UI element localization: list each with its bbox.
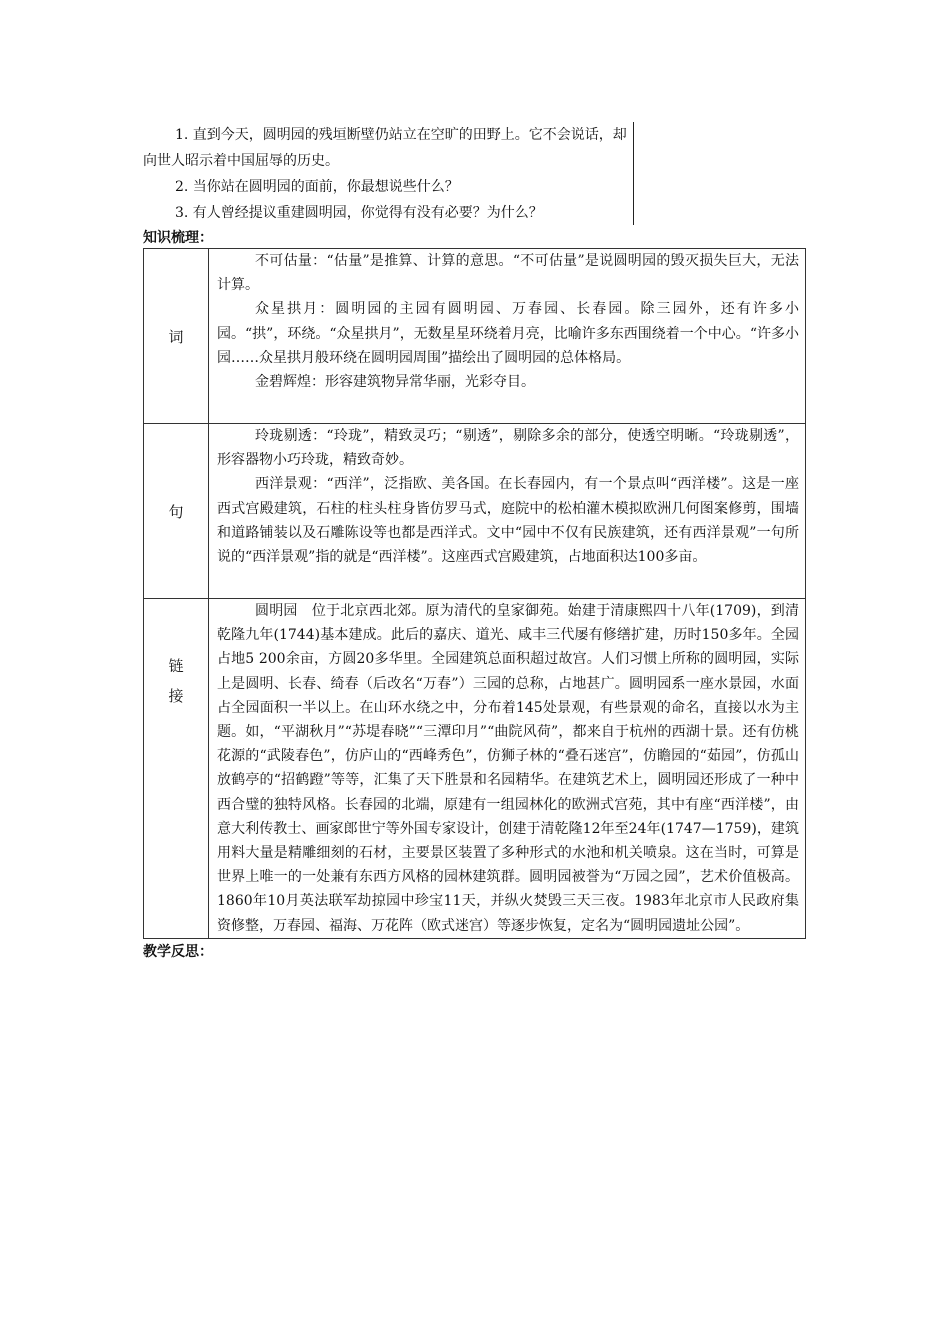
row-label-char: 链	[168, 657, 184, 675]
reflection-heading: 教学反思：	[143, 944, 213, 960]
row-content-links	[209, 599, 806, 939]
row-label-links	[144, 599, 209, 939]
row-content-words	[209, 249, 806, 424]
entry-paragraph: 众星拱月：圆明园的主园有圆明园、万春园、长春园。除三园外，还有许多小园。“拱”，环绕。“众星拱月”，无数星星环绕着月亮，比喻许多东西围绕着一个中心。“许多小园……众星拱月般环绕在圆明园周围”描绘出了圆明园的总体格局。	[217, 301, 799, 366]
entry-paragraph: 圆明园 位于北京西北郊。原为清代的皇家御苑。始建于清康熙四十八年(1709)，到清乾隆九年(1744)基本建成。此后的嘉庆、道光、咸丰三代屡有修缮扩建，历时150多年。全园占地5 200余亩，方圆20多华里。全园建筑总面积超过故宫。人们习惯上所称的圆明园，实际上是圆明、长春、绮春（后改名“万春”）三园的总称，占地甚广。圆明园系一座水景园，水面占全园面积一半以上。在山环水绕之中，分布着145处景观，有些景观的命名，直接以水为主题。如，“平湖秋月”“苏堤春晓”“三潭印月”“曲院风荷”，都来自于杭州的西湖十景。还有仿桃花源的“武陵春色”，仿庐山的“西峰秀色”，仿狮子林的“叠石迷宫”，仿瞻园的“茹园”，仿孤山放鹤亭的“招鹤蹬”等等，汇集了天下胜景和名园精华。在建筑艺术上，圆明园还形成了一种中西合璧的独特风格。长春园的北端，原建有一组园林化的欧洲式宫苑，其中有座“西洋楼”，由意大利传教士、画家郎世宁等外国专家设计，创建于清乾隆12年至24年(1747—1759)，建筑用料大量是精雕细刻的石材，主要景区装置了多种形式的水池和机关喷泉。这在当时，可算是世界上唯一的一处兼有东西方风格的园林建筑群。圆明园被誉为“万园之园”，艺术价值极高。1860年10月英法联军劫掠园中珍宝11天，并纵火焚毁三天三夜。1983年北京市人民政府集资修整，万春园、福海、万花阵（欧式迷宫）等逐步恢复，定名为“圆明园遗址公园”。	[217, 603, 799, 934]
row-label-sentences: 句	[144, 424, 209, 599]
row-label-char: 接	[168, 687, 184, 705]
knowledge-table	[143, 248, 806, 939]
question-2: 2. 当你站在圆明园的面前，你最想说些什么？	[175, 179, 459, 195]
entry-paragraph: 不可估量：“估量”是推算、计算的意思。“不可估量”是说圆明园的毁灭损失巨大，无法计算。	[217, 253, 799, 294]
discussion-questions	[143, 122, 634, 225]
knowledge-heading: 知识梳理：	[143, 230, 213, 246]
table-row-links	[144, 599, 806, 939]
entry-paragraph: 金碧辉煌：形容建筑物异常华丽，光彩夺目。	[255, 374, 535, 391]
row-label-words: 词	[144, 249, 209, 424]
table-row-sentences	[144, 424, 806, 599]
row-content-sentences	[209, 424, 806, 599]
entry-paragraph: 西洋景观：“西洋”，泛指欧、美各国。在长春园内，有一个景点叫“西洋楼”。这是一座西式宫殿建筑，石柱的柱头柱身皆仿罗马式，庭院中的松柏灌木模拟欧洲几何图案修剪，围墙和道路铺装以及石雕陈设等也都是西洋式。文中“园中不仅有民族建筑，还有西洋景观”一句所说的“西洋景观”指的就是“西洋楼”。这座西式宫殿建筑，占地面积达100多亩。	[217, 476, 799, 566]
entry-paragraph: 玲珑剔透：“玲珑”，精致灵巧；“剔透”，剔除多余的部分，使透空明晰。“玲珑剔透”，形容器物小巧玲珑，精致奇妙。	[217, 428, 799, 469]
question-3: 3. 有人曾经提议重建圆明园，你觉得有没有必要？为什么？	[175, 205, 543, 221]
table-row-words	[144, 249, 806, 424]
question-1: 1. 直到今天，圆明园的残垣断壁仍站立在空旷的田野上。它不会说话，却向世人昭示着中国屈辱的历史。	[143, 127, 627, 169]
